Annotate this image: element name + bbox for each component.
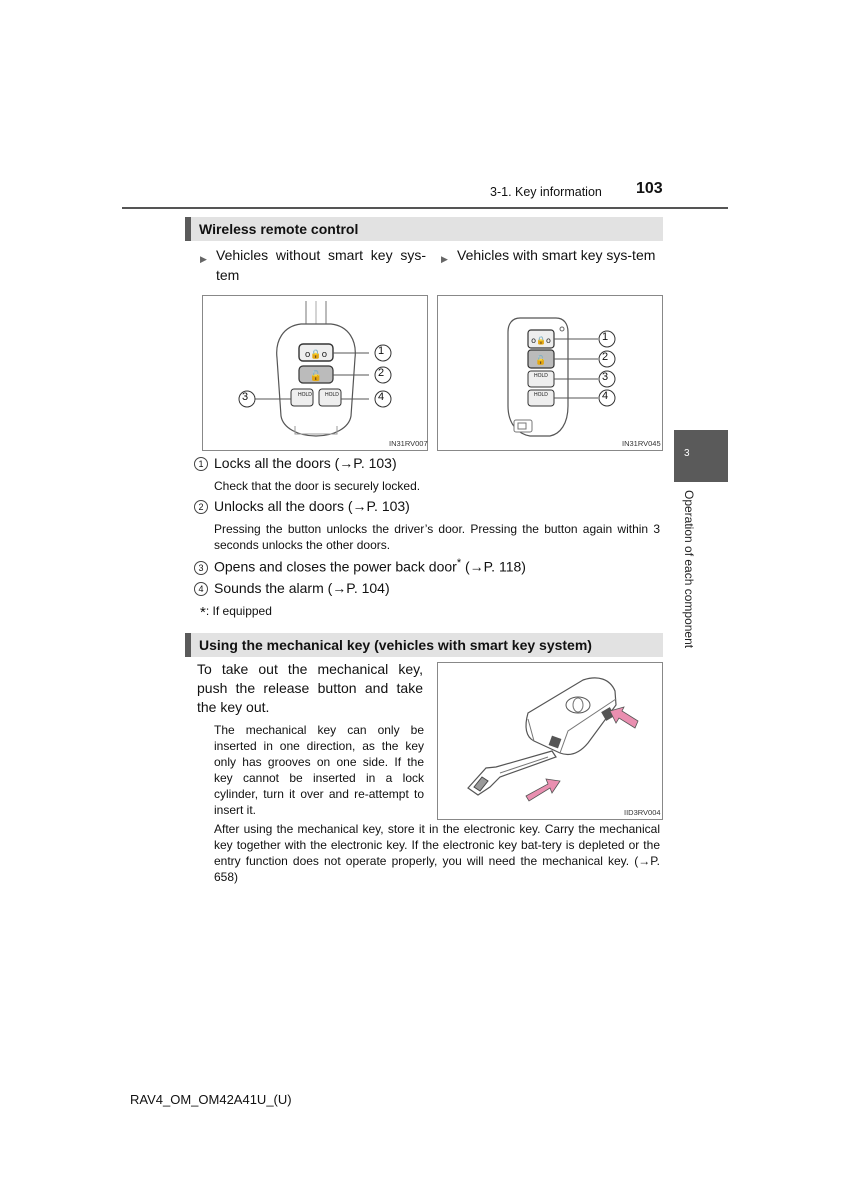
list-item-unlock <box>194 498 410 514</box>
figure-remote-key <box>202 295 428 451</box>
remote-key-illustration <box>203 296 429 452</box>
triangle-bullet-icon: ▶ <box>200 254 207 264</box>
callout-2: 2 <box>378 367 385 379</box>
svg-text:🔓: 🔓 <box>309 371 323 382</box>
list-item-lock <box>194 455 397 471</box>
mechanical-key-illustration <box>438 663 664 821</box>
triangle-bullet-icon: ▶ <box>441 254 448 264</box>
bullet-text: Vehicles with smart key sys-tem <box>457 247 656 263</box>
item-text: Opens and closes the power back door <box>214 558 457 575</box>
figure-code: IID3RV004 <box>624 808 661 817</box>
figure-smart-key <box>437 295 663 451</box>
figure-code: IN31RV007 <box>389 439 428 448</box>
hold-label-right: HOLD <box>325 392 339 398</box>
hold-label-2: HOLD <box>534 392 548 398</box>
mechanical-key-detail: The mechanical key can only be inserted in one direction, as the key only has grooves on one side. If the key cannot be inserted in a lock cylinder, turn it over and re-attempt to insert it. <box>214 723 424 817</box>
bullet-smart-key <box>441 245 659 265</box>
header-rule <box>122 207 728 209</box>
callout-3: 3 <box>602 371 609 383</box>
asterisk-mark: * <box>456 557 462 569</box>
callout-1: 1 <box>602 331 609 343</box>
item-number: 4 <box>194 582 208 596</box>
item-note: Pressing the button unlocks the driver’s door. Pressing the button again within 3 seconds unlocks the other doors. <box>214 522 660 552</box>
item-note: Check that the door is securely locked. <box>214 479 421 493</box>
item-text: Sounds the alarm (→P. 104) <box>214 580 390 596</box>
hold-label-1: HOLD <box>534 373 548 379</box>
section-heading-wireless-remote: Wireless remote control <box>185 217 663 241</box>
callout-3: 3 <box>242 391 249 403</box>
footnote <box>200 604 272 621</box>
chapter-title-text: Operation of each component <box>682 490 696 649</box>
chapter-number: 3 <box>684 448 690 459</box>
figure-mechanical-key <box>437 662 663 820</box>
callout-4: 4 <box>378 391 385 403</box>
footnote-text: : If equipped <box>205 604 272 618</box>
item-number: 2 <box>194 500 208 514</box>
svg-text:o🔒o: o🔒o <box>531 336 551 345</box>
hold-label-left: HOLD <box>298 392 312 398</box>
chapter-tab <box>674 430 728 482</box>
svg-text:o🔒o: o🔒o <box>304 350 328 360</box>
figure-code: IN31RV045 <box>622 439 661 448</box>
section-heading-mechanical-key: Using the mechanical key (vehicles with smart key system) <box>185 633 663 657</box>
bullet-no-smart-key <box>200 245 426 285</box>
item-text: Locks all the doors (→P. 103) <box>214 455 397 471</box>
mechanical-key-intro: To take out the mechanical key, push the release button and take the key out. <box>197 661 423 715</box>
document-code-footer: RAV4_OM_OM42A41U_(U) <box>130 1092 292 1107</box>
footnote-mark: * <box>200 604 206 621</box>
callout-2: 2 <box>602 351 609 363</box>
list-item-back-door <box>194 557 526 575</box>
callout-4: 4 <box>602 390 609 402</box>
running-header: 3-1. Key information <box>490 185 602 199</box>
mechanical-key-after: After using the mechanical key, store it in the electronic key. Carry the mechanical key together with the electronic key. If the electronic key bat-tery is depleted or the entry function does not operate properly, you will need the mechanical key. (→P. 658) <box>214 822 660 884</box>
callout-1: 1 <box>378 345 385 357</box>
smart-key-illustration <box>438 296 664 452</box>
list-item-alarm <box>194 580 390 596</box>
item-number: 1 <box>194 457 208 471</box>
page-number: 103 <box>636 180 663 197</box>
bullet-text: Vehicles without smart key sys-tem <box>216 247 426 283</box>
item-text: Unlocks all the doors (→P. 103) <box>214 498 410 514</box>
svg-text:🔓: 🔓 <box>535 356 547 366</box>
chapter-title <box>680 490 696 660</box>
item-number: 3 <box>194 561 208 575</box>
item-text-ref: (→P. 118) <box>461 558 526 575</box>
